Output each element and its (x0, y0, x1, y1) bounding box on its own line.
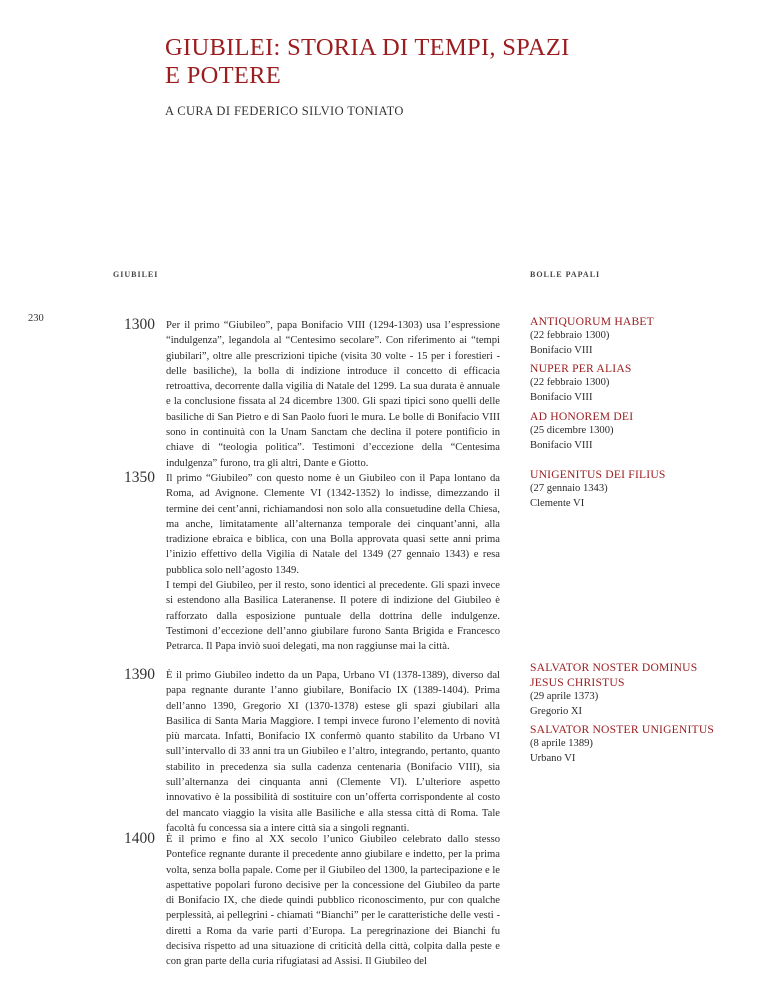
bull-pope: Bonifacio VIII (530, 391, 593, 403)
bull-pope: Bonifacio VIII (530, 439, 593, 451)
bull-date: (27 gennaio 1343) (530, 483, 608, 494)
entry-paragraph: È il primo Giubileo indetto da un Papa, Urbano VI (1378-1389), diverso dal papa regnante durante l’anno giubilare, Bonifacio IX (1389-1404). Prima dell’anno 1390, Gregorio XI (1370-1378) estese gli spazi giubilari alla Basilica di Santa Maria Maggiore. I tempi invece furono l’elemento di novità più marcata. Infatti, Bonifacio IX confermò quanto stabilito da Urbano VI sull’intervallo di 33 anni tra un Giubileo e l’altro, integrando, pertanto, quanto stabilito in precedenza sia sulla cadenza centenaria (Bonifacio VIII), sia sull’alternanza dei cinquanta anni (Clemente VI). L’ulteriore aspetto innovativo è la possibilità di sostituire con un’offerta corrispondente al costo del mancato viaggio la visita alle Basiliche e alla stessa città di Roma. Tale facoltà fu concessa sia a intere città sia a singoli regnanti. (166, 670, 500, 834)
year-label: 1300 (124, 316, 155, 333)
bull-pope: Bonifacio VIII (530, 344, 593, 356)
bull-entry (530, 314, 750, 358)
bull-entry (530, 361, 750, 405)
entry-paragraph: Il primo “Giubileo” con questo nome è un Giubileo con il Papa lontano da Roma, ad Avignone. Clemente VI (1342-1352) lo indisse, dimezzando il termine dei cent’anni, richiamandosi non solo alla consuetudine della Chiesa, ma anche, limitatamente all’alternanza temporale dei cinquant’anni, alla tradizione ebraica e biblica, con una Bolla approvata quasi sette anni prima l’inizio effettivo della Vigilia di Natale del 1349 (27 gennaio 1343) e resa pubblica solo nell’agosto 1349. (166, 473, 500, 576)
year-label: 1350 (124, 469, 155, 486)
entry-text (166, 471, 500, 655)
entry-text (166, 832, 500, 970)
bull-date: (25 dicembre 1300) (530, 425, 614, 436)
column-header-bolle-papali: BOLLE PAPALI (530, 270, 601, 279)
bull-pope: Urbano VI (530, 752, 576, 764)
bull-title: ANTIQUORUM HABET (530, 315, 654, 328)
bull-title: UNIGENITUS DEI FILIUS (530, 468, 666, 481)
bull-title: NUPER PER ALIAS (530, 362, 632, 375)
entry-text (166, 668, 500, 836)
bull-title: AD HONOREM DEI (530, 410, 634, 423)
bull-entry (530, 722, 750, 766)
bull-pope: Clemente VI (530, 497, 585, 509)
bull-entry (530, 467, 750, 511)
bull-title: SALVATOR NOSTER UNIGENITUS (530, 723, 715, 736)
bull-date: (22 febbraio 1300) (530, 330, 610, 341)
entry-text (166, 318, 500, 471)
entry-paragraph: È il primo e fino al XX secolo l’unico Giubileo celebrato dallo stesso Pontefice regnante durante il precedente anno giubilare e indetto, per la prima volta, senza bolla papale. Come per il Giubileo del 1300, la partecipazione e le aspettative popolari furono decisive per la concessione del Giubileo da parte di Bonifacio IX, che diede quindi pubblico riconoscimento, pur con qualche perplessità, ai pellegrini - chiamati “Bianchi” per le caratteristiche delle vesti - diretti a Roma da varie parti d’Europa. La peregrinazione dei Bianchi fu decisiva rispetto ad una situazione di criticità della città, colpita dalla peste e con gran parte della curia rifugiatasi ad Assisi. Il Giubileo del (166, 834, 500, 968)
bull-title: SALVATOR NOSTER DOMINUS JESUS CHRISTUS (530, 661, 698, 689)
bull-date: (22 febbraio 1300) (530, 377, 610, 388)
column-header-giubilei: GIUBILEI (113, 270, 159, 279)
bull-entry (530, 409, 750, 453)
page-title: GIUBILEI: STORIA DI TEMPI, SPAZI E POTERE (165, 34, 570, 89)
entry-paragraph: Per il primo “Giubileo”, papa Bonifacio VIII (1294-1303) usa l’espressione “indulgenza”, legandola al “Centesimo secolare”. Con riferimento ai “tempi giubilari”, oltre alle prescrizioni tipiche (visita 30 volte - 15 per i forestieri - delle basiliche), la bolla di indizione introduce il concetto di efficacia retroattiva, decorrente dalla vigilia di Natale del 1299. La sua durata è annuale e la conclusione fissata al 24 dicembre 1300. Gli spazi tipici sono quelli delle basiliche di San Pietro e di San Paolo fuori le mura. Le bolle di Bonifacio VIII sono in continuità con la Unam Sanctam che declina il potere pontificio in chiave di “teologia politica”. Testimoni d’eccezione della “Centesima indulgenza” furono, tra gli altri, Dante e Giotto. (166, 320, 500, 469)
bull-entry (530, 660, 730, 719)
bull-pope: Gregorio XI (530, 705, 583, 717)
bull-date: (29 aprile 1373) (530, 691, 599, 702)
curator-line: A CURA DI FEDERICO SILVIO TONIATO (165, 104, 404, 118)
year-label: 1400 (124, 830, 155, 847)
year-label: 1390 (124, 666, 155, 683)
page-number: 230 (28, 313, 44, 324)
bull-date: (8 aprile 1389) (530, 738, 593, 749)
entry-paragraph: I tempi del Giubileo, per il resto, sono identici al precedente. Gli spazi invece si estendono alla Basilica Lateranense. Il potere di indizione del Giubileo è rafforzato dalla esposizione puntuale della dottrina delle indulgenze. Testimoni d’eccezione dell’anno giubilare furono Santa Brigida e Francesco Petrarca. Il Papa inviò suoi delegati, ma non raggiunse mai la città. (166, 580, 500, 653)
